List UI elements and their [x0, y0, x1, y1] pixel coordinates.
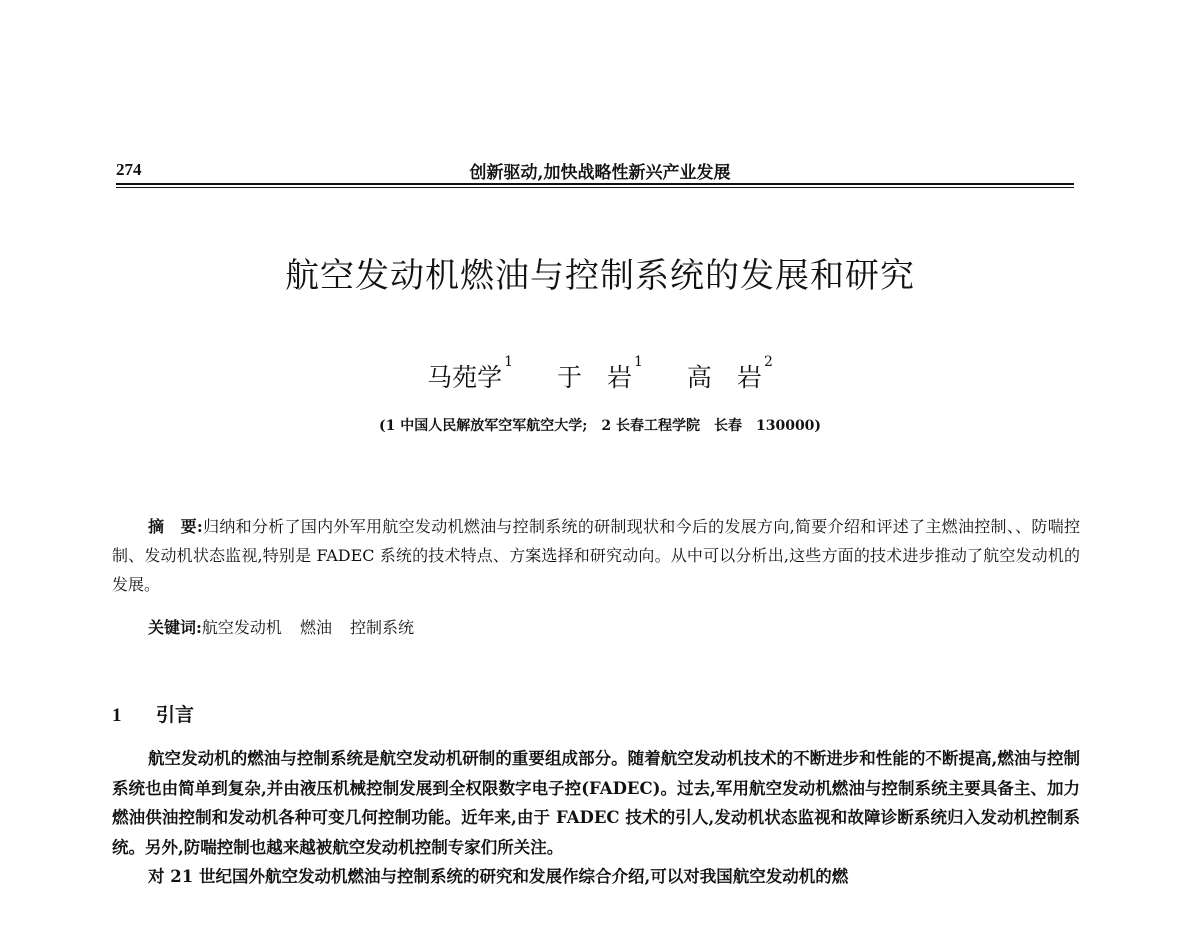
header-rule-thin: [116, 187, 1074, 188]
section-heading: [112, 700, 194, 727]
author-list: [0, 354, 1200, 394]
header-rule-thick: [116, 183, 1074, 185]
author: 于 岩$^1$: [557, 354, 643, 392]
paragraph: 对 21 世纪国外航空发动机燃油与控制系统的研究和发展作综合介绍,可以对我国航空发动机的燃: [148, 867, 849, 886]
keyword: 航空发动机: [201, 618, 282, 637]
running-head: 创新驱动,加快战略性新兴产业发展: [469, 163, 731, 183]
article-title: 航空发动机燃油与控制系统的发展和研究: [285, 256, 915, 296]
author: 马苑学$^1$: [427, 354, 514, 392]
page-number: 274: [116, 160, 142, 179]
body-text: [112, 744, 1080, 892]
section-title: 引言: [156, 704, 195, 726]
keyword: 控制系统: [349, 618, 414, 637]
keywords-label: 关键词:: [148, 618, 202, 637]
keyword: 燃油: [299, 618, 332, 637]
section-number: 1: [112, 705, 122, 726]
abstract-text: 归纳和分析了国内外军用航空发动机燃油与控制系统的研制现状和今后的发展方向,简要介绍和评述了主燃油控制、、防喘控制、发动机状态监视,特别是 FADEC 系统的技术特点、方案选择和研究动向。从中可以分析出,这些方面的技术进步推动了航空发动机的发展。: [112, 517, 1080, 594]
affiliation: (1 中国人民解放军空军航空大学; 2 长春工程学院 长春 130000): [378, 418, 822, 434]
abstract: [112, 512, 1080, 599]
paragraph: 航空发动机的燃油与控制系统是航空发动机研制的重要组成部分。随着航空发动机技术的不断进步和性能的不断提高,燃油与控制系统也由简单到复杂,并由液压机械控制发展到全权限数字电子控(FADEC)。过去,军用航空发动机燃油与控制系统主要具备主、加力燃油供油控制和发动机各种可变几何控制功能。近年来,由于 FADEC 技术的引人,发动机状态监视和故障诊断系统归入发动机控制系统。另外,防喘控制也越来越被航空发动机控制专家们所关注。: [112, 749, 1080, 857]
author: 高 岩$^2$: [686, 354, 773, 392]
keywords: [148, 615, 432, 638]
abstract-label: 摘 要:: [148, 517, 203, 536]
